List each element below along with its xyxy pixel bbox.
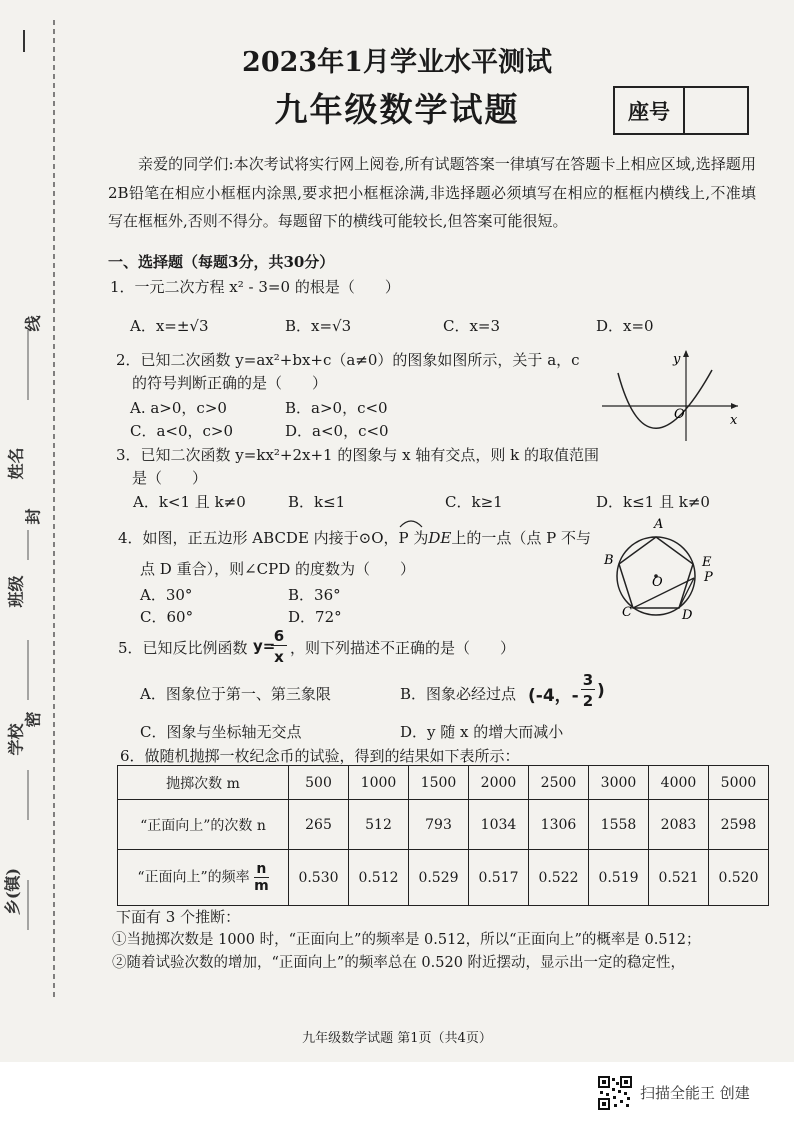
frequency-fraction — [254, 861, 269, 894]
table-cell: 265 — [289, 800, 349, 850]
table-cell: 2000 — [469, 766, 529, 800]
side-town-label: 乡(镇) — [3, 867, 23, 916]
q4-option-d: D．72° — [288, 608, 342, 626]
table-cell: 5000 — [709, 766, 769, 800]
q4-option-b: B．36° — [288, 586, 341, 604]
q5-option-a: A．图象位于第一、第三象限 — [140, 685, 331, 703]
table-cell: 793 — [409, 800, 469, 850]
q5-option-b-point: (-4，- — [528, 686, 579, 706]
side-line-label: 线 — [23, 315, 43, 332]
side-secret-label: 密 — [23, 711, 43, 728]
table-row — [118, 766, 769, 800]
q2-option-b: B．a>0，c<0 — [285, 399, 388, 417]
table-cell: 1306 — [529, 800, 589, 850]
row-label-frequency — [118, 850, 289, 906]
table-cell: 0.517 — [469, 850, 529, 906]
q3-option-c: C．k≥1 — [445, 493, 503, 511]
q4-label-c: C — [622, 605, 632, 620]
table-cell: 512 — [349, 800, 409, 850]
table-cell: 1500 — [409, 766, 469, 800]
q5-option-b-text: B．图象必经过点 — [400, 685, 517, 703]
side-school-label: 学校 — [6, 723, 26, 756]
q2-origin-label: O — [674, 407, 685, 422]
q4-stem-line2: 点 D 重合），则∠CPD 的度数为（ ） — [140, 560, 415, 578]
table-cell: 2500 — [529, 766, 589, 800]
q5-fraction-numerator: 6 — [271, 627, 287, 646]
table-row — [118, 800, 769, 850]
table-cell: 0.519 — [589, 850, 649, 906]
q6-inference-1: ①当抛掷次数是 1000 时，“正面向上”的频率是 0.512，所以“正面向上”的概率是 0.512； — [112, 932, 701, 948]
frequency-fraction-numerator: n — [254, 861, 269, 878]
table-cell: 500 — [289, 766, 349, 800]
q6-inference-intro: 下面有 3 个推断： — [116, 908, 241, 926]
page-footer: 九年级数学试题 第1页（共4页） — [302, 1031, 492, 1046]
q5-b-fraction-denominator: 2 — [582, 692, 594, 710]
q6-inference-2: ②随着试验次数的增加，“正面向上”的频率总在 0.520 附近摆动，显示出一定的稳定性， — [112, 955, 686, 971]
q2-stem-line2: 的符号判断正确的是（ ） — [132, 374, 328, 392]
q5-y-equals: y= — [253, 637, 276, 655]
table-cell: 1558 — [589, 800, 649, 850]
instructions: 亲爱的同学们:本次考试将实行网上阅卷,所有试题答案一律填写在答题卡上相应区域,选择题用2B铅笔在相应小框框内涂黑,要求把小框框涂满,非选择题必须填写在相应的框框内横线上,不准填写在框框外,否则不得分。每题留下的横线可能较长,但答案可能很短。 — [108, 155, 756, 230]
table-cell: 0.522 — [529, 850, 589, 906]
q4-arc-de: DE — [428, 529, 452, 547]
row-label-heads-count: “正面向上”的次数 n — [118, 800, 289, 850]
q4-stem-line1 — [118, 527, 591, 548]
q3-option-d: D．k≤1 且 k≠0 — [596, 493, 710, 511]
q4-label-d: D — [682, 608, 693, 623]
q5-option-d: D．y 随 x 的增大而减小 — [400, 723, 564, 741]
table-cell: 0.529 — [409, 850, 469, 906]
q5-stem-part2: ，则下列描述不正确的是（ ） — [290, 639, 516, 657]
side-name-label: 姓名 — [6, 447, 26, 480]
q1-option-b: B．x=√3 — [285, 317, 352, 335]
q2-x-axis-label: x — [730, 413, 738, 428]
q1-option-c: C．x=3 — [443, 317, 501, 335]
table-row — [118, 850, 769, 906]
frequency-fraction-denominator: m — [254, 878, 269, 894]
table-cell: 2083 — [649, 800, 709, 850]
q3-option-b: B．k≤1 — [288, 493, 346, 511]
exam-subject-title: 九年级数学试题 — [274, 90, 520, 129]
q4-stem-part2: 上的一点（点 P 不与 — [451, 529, 592, 547]
seat-number-box — [613, 86, 749, 135]
table-cell: 0.512 — [349, 850, 409, 906]
q1-stem: 1．一元二次方程 x² - 3=0 的根是（ ） — [110, 278, 400, 296]
section-heading: 一、选择题（每题3分，共30分） — [108, 253, 335, 271]
q1-option-d: D．x=0 — [596, 317, 654, 335]
q4-label-e: E — [702, 555, 712, 570]
q5-stem-part1: 5．已知反比例函数 — [118, 639, 248, 657]
q3-option-a: A．k<1 且 k≠0 — [133, 493, 246, 511]
q5-option-c: C．图象与坐标轴无交点 — [140, 723, 302, 741]
q6-stem: 6．做随机抛掷一枚纪念币的试验，得到的结果如下表所示： — [120, 747, 520, 765]
q2-parabola-figure — [598, 345, 748, 445]
seat-number-field[interactable] — [685, 88, 747, 133]
q4-pentagon-figure — [598, 512, 723, 624]
q1-option-a: A．x=±√3 — [130, 317, 209, 335]
q5-option-b-close: ) — [597, 681, 605, 701]
q2-y-axis-label: y — [673, 352, 681, 367]
exam-title: 2023年1月学业水平测试 — [242, 47, 552, 78]
q4-stem-part1: 4．如图，正五边形 ABCDE 内接于⊙O，P 为 — [118, 529, 429, 547]
q6-results-table — [117, 765, 769, 906]
side-seal-label: 封 — [23, 508, 43, 525]
table-cell: 0.521 — [649, 850, 709, 906]
q2-option-d: D．a<0，c<0 — [285, 422, 389, 440]
q2-stem-line1: 2．已知二次函数 y=ax²+bx+c（a≠0）的图象如图所示，关于 a，c — [116, 351, 580, 369]
q4-label-b: B — [604, 553, 614, 568]
q2-option-a: A. a>0，c>0 — [130, 399, 227, 417]
qr-code-icon — [598, 1076, 632, 1110]
table-cell: 0.530 — [289, 850, 349, 906]
table-cell: 0.520 — [709, 850, 769, 906]
table-cell: 2598 — [709, 800, 769, 850]
seat-number-label: 座号 — [615, 88, 685, 133]
table-cell: 3000 — [589, 766, 649, 800]
q5-b-fraction-numerator: 3 — [582, 671, 594, 689]
row-label-throws: 抛掷次数 m — [118, 766, 289, 800]
arc-mark-icon — [398, 518, 424, 528]
q4-option-a: A．30° — [140, 586, 193, 604]
table-cell: 4000 — [649, 766, 709, 800]
frequency-label-text: “正面向上”的频率 — [137, 869, 250, 886]
q3-stem-line2: 是（ ） — [132, 469, 208, 487]
table-cell: 1000 — [349, 766, 409, 800]
q5-fraction-denominator: x — [274, 648, 284, 666]
q4-label-p: P — [704, 570, 713, 585]
q4-label-a: A — [654, 517, 664, 532]
table-cell: 1034 — [469, 800, 529, 850]
side-class-label: 班级 — [6, 575, 26, 608]
q4-label-o: O — [652, 575, 663, 590]
q3-stem-line1: 3．已知二次函数 y=kx²+2x+1 的图象与 x 轴有交点，则 k 的取值范围 — [116, 446, 599, 464]
q4-option-c: C．60° — [140, 608, 194, 626]
q2-option-c: C．a<0，c>0 — [130, 422, 234, 440]
scanner-brand-text: 扫描全能王 创建 — [640, 1084, 750, 1102]
